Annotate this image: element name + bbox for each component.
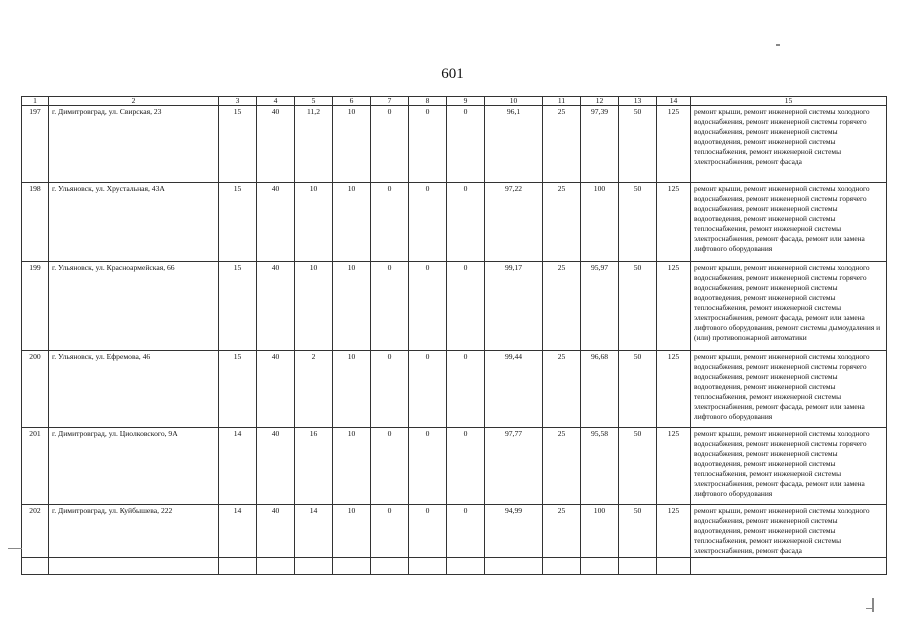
works-cell: ремонт крыши, ремонт инженерной системы холодного водоснабжения, ремонт инженерной системы горячего водоснабжения, ремонт инженерной системы водоотведения, ремонт инженерной системы теплоснабжения, ремонт инженерной системы электроснабжения, ремонт фасада, ремонт или замена лифтового оборудования <box>691 351 887 428</box>
value-cell: 125 <box>657 428 691 505</box>
register-table <box>21 96 887 575</box>
empty-cell <box>581 558 619 575</box>
value-cell: 15 <box>219 351 257 428</box>
address-cell: г. Димитровград, ул. Куйбышева, 222 <box>49 505 219 558</box>
value-cell: 125 <box>657 505 691 558</box>
value-cell: 25 <box>543 505 581 558</box>
value-cell: 0 <box>447 262 485 351</box>
empty-cell <box>691 558 887 575</box>
row-number: 198 <box>22 183 49 262</box>
row-number: 199 <box>22 262 49 351</box>
column-header: 2 <box>49 97 219 106</box>
value-cell: 25 <box>543 351 581 428</box>
empty-cell <box>49 558 219 575</box>
value-cell: 15 <box>219 106 257 183</box>
table-row <box>22 262 887 351</box>
column-header: 7 <box>371 97 409 106</box>
value-cell: 0 <box>371 262 409 351</box>
column-header: 8 <box>409 97 447 106</box>
table-row <box>22 351 887 428</box>
value-cell: 125 <box>657 262 691 351</box>
column-header: 4 <box>257 97 295 106</box>
empty-cell <box>447 558 485 575</box>
address-cell: г. Ульяновск, ул. Хрустальная, 43А <box>49 183 219 262</box>
value-cell: 0 <box>447 106 485 183</box>
column-number-row <box>22 97 887 106</box>
value-cell: 0 <box>447 351 485 428</box>
value-cell: 125 <box>657 106 691 183</box>
value-cell: 0 <box>409 505 447 558</box>
scan-mark <box>776 44 780 46</box>
table-row <box>22 106 887 183</box>
column-header: 10 <box>485 97 543 106</box>
column-header: 6 <box>333 97 371 106</box>
value-cell: 0 <box>371 183 409 262</box>
value-cell: 40 <box>257 183 295 262</box>
value-cell: 25 <box>543 262 581 351</box>
value-cell: 97,22 <box>485 183 543 262</box>
address-cell: г. Димитровград, ул. Циолковского, 9А <box>49 428 219 505</box>
table-row <box>22 505 887 558</box>
column-header: 15 <box>691 97 887 106</box>
address-cell: г. Ульяновск, ул. Ефремова, 46 <box>49 351 219 428</box>
value-cell: 96,68 <box>581 351 619 428</box>
value-cell: 100 <box>581 183 619 262</box>
value-cell: 10 <box>333 428 371 505</box>
value-cell: 0 <box>447 505 485 558</box>
value-cell: 0 <box>409 262 447 351</box>
scan-mark <box>8 548 22 549</box>
value-cell: 10 <box>295 183 333 262</box>
value-cell: 25 <box>543 428 581 505</box>
value-cell: 14 <box>295 505 333 558</box>
column-header: 3 <box>219 97 257 106</box>
column-header: 14 <box>657 97 691 106</box>
value-cell: 10 <box>333 351 371 428</box>
value-cell: 94,99 <box>485 505 543 558</box>
table-row <box>22 428 887 505</box>
page-number: 601 <box>441 66 464 82</box>
value-cell: 0 <box>371 351 409 428</box>
empty-cell <box>543 558 581 575</box>
value-cell: 100 <box>581 505 619 558</box>
value-cell: 50 <box>619 351 657 428</box>
value-cell: 40 <box>257 351 295 428</box>
scan-mark <box>866 608 874 609</box>
value-cell: 11,2 <box>295 106 333 183</box>
value-cell: 10 <box>333 183 371 262</box>
value-cell: 40 <box>257 505 295 558</box>
value-cell: 2 <box>295 351 333 428</box>
empty-cell <box>485 558 543 575</box>
value-cell: 15 <box>219 183 257 262</box>
column-header: 9 <box>447 97 485 106</box>
value-cell: 14 <box>219 428 257 505</box>
scan-mark <box>872 598 874 612</box>
value-cell: 0 <box>447 183 485 262</box>
column-header: 11 <box>543 97 581 106</box>
row-number: 197 <box>22 106 49 183</box>
value-cell: 97,39 <box>581 106 619 183</box>
empty-cell <box>409 558 447 575</box>
value-cell: 0 <box>447 428 485 505</box>
row-number: 200 <box>22 351 49 428</box>
value-cell: 15 <box>219 262 257 351</box>
value-cell: 50 <box>619 428 657 505</box>
column-header: 5 <box>295 97 333 106</box>
works-cell: ремонт крыши, ремонт инженерной системы холодного водоснабжения, ремонт инженерной системы горячего водоснабжения, ремонт инженерной системы водоотведения, ремонт инженерной системы теплоснабжения, ремонт инженерной системы электроснабжения, ремонт фасада, ремонт или замена лифтового оборудования <box>691 428 887 505</box>
value-cell: 10 <box>333 106 371 183</box>
empty-cell <box>333 558 371 575</box>
value-cell: 99,44 <box>485 351 543 428</box>
value-cell: 50 <box>619 505 657 558</box>
empty-cell <box>657 558 691 575</box>
address-cell: г. Ульяновск, ул. Красноармейская, 66 <box>49 262 219 351</box>
column-header: 1 <box>22 97 49 106</box>
works-cell: ремонт крыши, ремонт инженерной системы холодного водоснабжения, ремонт инженерной системы горячего водоснабжения, ремонт инженерной системы водоотведения, ремонт инженерной системы теплоснабжения, ремонт инженерной системы электроснабжения, ремонт фасада, ремонт или замена лифтового оборудования <box>691 183 887 262</box>
value-cell: 50 <box>619 183 657 262</box>
value-cell: 50 <box>619 106 657 183</box>
empty-cell <box>371 558 409 575</box>
empty-cell <box>619 558 657 575</box>
row-number: 202 <box>22 505 49 558</box>
works-cell: ремонт крыши, ремонт инженерной системы холодного водоснабжения, ремонт инженерной системы горячего водоснабжения, ремонт инженерной системы водоотведения, ремонт инженерной системы теплоснабжения, ремонт инженерной системы электроснабжения, ремонт фасада <box>691 106 887 183</box>
empty-cell <box>257 558 295 575</box>
value-cell: 0 <box>371 106 409 183</box>
value-cell: 16 <box>295 428 333 505</box>
value-cell: 14 <box>219 505 257 558</box>
address-cell: г. Димитровград, ул. Свирская, 23 <box>49 106 219 183</box>
value-cell: 10 <box>333 262 371 351</box>
empty-cell <box>295 558 333 575</box>
value-cell: 0 <box>409 351 447 428</box>
empty-cell <box>22 558 49 575</box>
value-cell: 10 <box>333 505 371 558</box>
value-cell: 40 <box>257 428 295 505</box>
value-cell: 0 <box>371 428 409 505</box>
table-row <box>22 183 887 262</box>
value-cell: 95,58 <box>581 428 619 505</box>
value-cell: 25 <box>543 183 581 262</box>
value-cell: 125 <box>657 183 691 262</box>
empty-cell <box>219 558 257 575</box>
row-number: 201 <box>22 428 49 505</box>
works-cell: ремонт крыши, ремонт инженерной системы холодного водоснабжения, ремонт инженерной системы водоотведения, ремонт инженерной системы теплоснабжения, ремонт инженерной системы электроснабжения, ремонт фасада <box>691 505 887 558</box>
value-cell: 25 <box>543 106 581 183</box>
value-cell: 40 <box>257 262 295 351</box>
value-cell: 125 <box>657 351 691 428</box>
value-cell: 96,1 <box>485 106 543 183</box>
value-cell: 99,17 <box>485 262 543 351</box>
value-cell: 0 <box>409 106 447 183</box>
empty-row <box>22 558 887 575</box>
value-cell: 0 <box>409 183 447 262</box>
value-cell: 97,77 <box>485 428 543 505</box>
value-cell: 0 <box>371 505 409 558</box>
works-cell: ремонт крыши, ремонт инженерной системы холодного водоснабжения, ремонт инженерной системы горячего водоснабжения, ремонт инженерной системы водоотведения, ремонт инженерной системы теплоснабжения, ремонт инженерной системы электроснабжения, ремонт фасада, ремонт или замена лифтового оборудования, ремонт системы дымоудаления и (или) противопожарной автоматики <box>691 262 887 351</box>
value-cell: 40 <box>257 106 295 183</box>
value-cell: 95,97 <box>581 262 619 351</box>
column-header: 12 <box>581 97 619 106</box>
column-header: 13 <box>619 97 657 106</box>
value-cell: 10 <box>295 262 333 351</box>
value-cell: 50 <box>619 262 657 351</box>
value-cell: 0 <box>409 428 447 505</box>
